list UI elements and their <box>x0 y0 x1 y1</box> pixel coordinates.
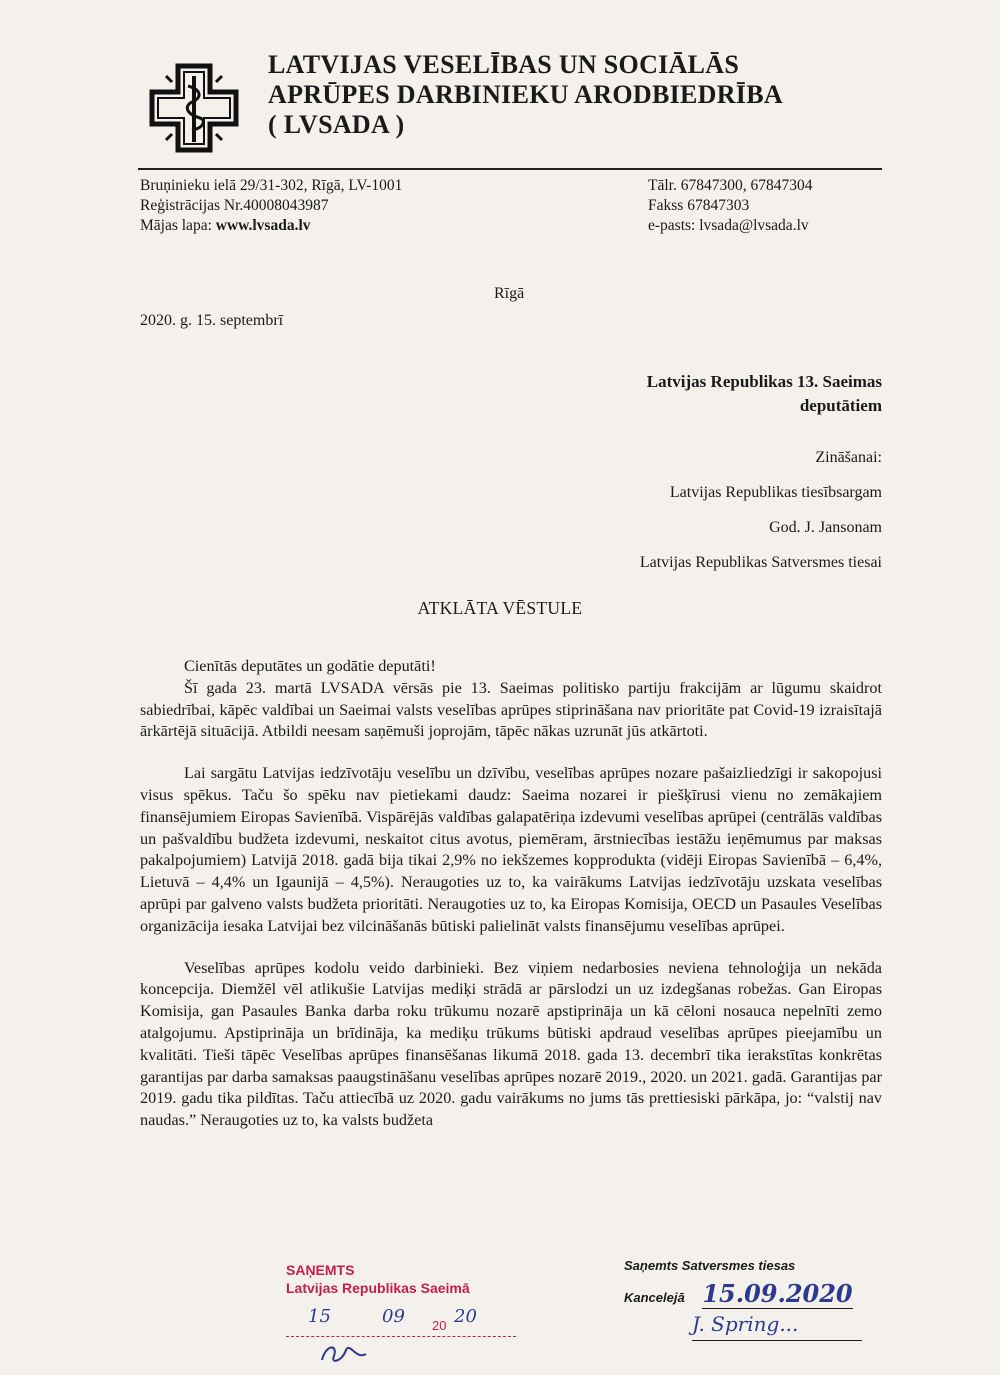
stamp-court-date: 15.09.2020 <box>702 1279 853 1308</box>
paragraph-1: Šī gada 23. martā LVSADA vērsās pie 13. Saeimas politisko partiju frakcijām ar lūgumu skaidrot sabiedrībai, kāpēc valdībai un Saeimai valsts veselības aprūpes stiprināšana nav prioritāte pat Covid-19 izraisītajā ārkārtējā situācijā. Atbildi neesam saņēmuši joprojām, tāpēc nākas uzrunāt jūs atkārtoti. <box>140 678 882 741</box>
letter-date: 2020. g. 15. septembrī <box>140 312 284 329</box>
stamp-saeima-institution: Latvijas Republikas Saeimā <box>286 1280 470 1296</box>
org-name-line3: ( LVSADA ) <box>268 110 405 139</box>
paragraph-2: Lai sargātu Latvijas iedzīvotāju veselību un dzīvību, veselības aprūpes nozare pašaizliedzīgi ir sakopojusi visus spēkus. Taču šo spēku nav pietiekami daudz: Saeima nozarei ir piešķīrusi vienu no zemākajiem finansējumiem Eiropas Savienībā. Vispārējās valdības galapatēriņa izdevumi veselības aprūpei (centrālās valdības un pašvaldību budžeta izdevumi, neskaitot citus avotus, piemēram, ārstniecības iestāžu ieņēmumus par maksas pakalpojumiem) Latvijā 2018. gadā bija tikai 2,9% no iekšzemes kopprodukta (vidēji Eiropas Savienībā – 6,4%, Lietuvā – 4,4% un Igaunijā – 4,5%). Neraugoties uz to, ka vairākums Latvijas iedzīvotāju uzskata veselības aprūpi par galveno valsts budžeta prioritāti. Neraugoties uz to, ka Eiropas Komisija, OECD un Pasaules Veselības organizācija iesaka Latvijai bez vilcināšanās būtiski palielināt valsts finansējumu veselības aprūpei. <box>140 764 882 935</box>
stamp-saeima-year-suffix: 20 <box>454 1306 477 1327</box>
stamp-saeima-month: 09 <box>382 1306 405 1327</box>
lvsada-logo-icon <box>148 62 240 154</box>
recipient-line1: Latvijas Republikas 13. Saeimas <box>646 372 882 391</box>
stamp-court-title: Saņemts Satversmes tiesas <box>624 1258 796 1273</box>
org-name <box>268 50 828 140</box>
stamp-saeima-day: 15 <box>308 1306 331 1327</box>
stamp-saeima-date <box>286 1306 516 1337</box>
recipient <box>647 370 882 418</box>
letter-body <box>140 656 882 1152</box>
saeima-received-stamp <box>286 1262 526 1362</box>
saeima-initials-signature <box>316 1340 376 1366</box>
paragraph-3: Veselības aprūpes kodolu veido darbinieki. Bez viņiem nedarbosies neviena tehnoloģija un nekāda koncepcija. Diemžēl vēl atlikušie Latvijas mediķi strādā ar pārslodzi un uz izdegšanas robežas. Gan Eiropas Komisija, gan Pasaules Banka darba roku trūkumu nozarē apstiprināja un kā cēloni nosauca nepelnīti zemo atalgojumu. Apstiprināja un brīdināja, ka mediķu trūkums būtiski apdraud veselības aprūpes pieejamību un kvalitāti. Tieši tāpēc Veselības aprūpes finansēšanas likumā 2018. gada 13. decembrī tika ierakstītas konkrētas garantijas par darba samaksas paaugstināšanu veselības aprūpes nozarē 2019., 2020. un 2021. gadā. Garantijas par 2019. gadu tika pildītas. Taču attiecībā uz 2020. gadu vairākums no jums tās prettiesiski pārkāpa, jo: “valstij nav naudas.” Neraugoties uz to, ka valsts budžeta <box>140 958 882 1130</box>
stamp-court-signature-line <box>692 1312 862 1341</box>
cc-block <box>640 440 882 580</box>
letter-subject: ATKLĀTA VĒSTULE <box>417 598 583 618</box>
email: e-pasts: lvsada@lvsada.lv <box>648 217 809 234</box>
recipient-line2: deputātiem <box>799 396 882 415</box>
contacts-left <box>140 176 402 236</box>
cc-constitutional-court: Latvijas Republikas Satversmes tiesai <box>639 554 882 571</box>
stamp-saeima-year-prefix: 20 <box>432 1318 447 1333</box>
phone: Tālr. 67847300, 67847304 <box>648 177 813 194</box>
fax: Fakss 67847303 <box>648 197 750 214</box>
contacts-right <box>648 176 812 236</box>
org-name-line1: LATVIJAS VESELĪBAS UN SOCIĀLĀS <box>268 50 740 79</box>
org-name-line2: APRŪPES DARBINIEKU ARODBIEDRĪBA <box>268 80 783 109</box>
stamp-saeima-title: SAŅEMTS <box>286 1262 355 1278</box>
stamp-court-office <box>624 1279 884 1308</box>
cc-ombudsman-name: God. J. Jansonam <box>769 519 882 536</box>
homepage-link[interactable]: www.lvsada.lv <box>215 217 311 234</box>
cc-label: Zināšanai: <box>815 449 882 466</box>
stamp-court-signature: J. Spring... <box>692 1312 799 1336</box>
court-received-stamp <box>624 1258 884 1368</box>
homepage-label: Mājas lapa: <box>140 217 216 234</box>
header-divider <box>138 168 882 170</box>
stamp-court-office-label: Kancelejā <box>624 1290 685 1305</box>
cc-ombudsman: Latvijas Republikas tiesībsargam <box>669 484 882 501</box>
letter-place: Rīgā <box>494 285 525 302</box>
address: Bruņinieku ielā 29/31-302, Rīgā, LV-1001 <box>140 177 403 194</box>
homepage <box>140 216 402 236</box>
registration-number: Reģistrācijas Nr.40008043987 <box>140 197 329 214</box>
greeting: Cienītās deputātes un godātie deputāti! <box>184 657 436 675</box>
